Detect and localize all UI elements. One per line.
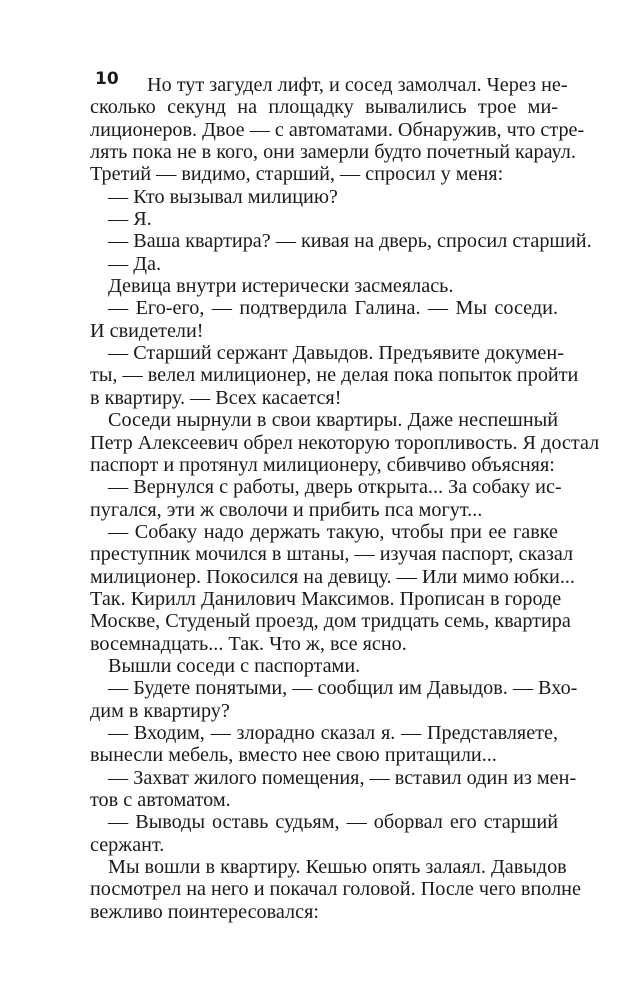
text-line: ты, — велел милиционер, не делая пока попыток пройти (90, 364, 579, 387)
text-line: вынесли мебель, вместо нее свою притащили... (90, 744, 497, 767)
text-line: дим в квартиру? (90, 699, 230, 722)
text-line: Девица внутри истерически засмеялась. (108, 275, 454, 298)
text-line: посмотрел на него и покачал головой. После чего вполне (90, 878, 581, 901)
text-line: — Да. (108, 252, 162, 275)
text-line: в квартиру. — Всех касается! (90, 386, 342, 409)
text-line: — Будете понятыми, — сообщил им Давыдов. — Вхо- (108, 677, 578, 700)
text-line: пугался, эти ж сволочи и прибить пса могут... (90, 498, 483, 521)
text-line: — Старший сержант Давыдов. Предъявите докумен- (108, 342, 564, 365)
text-line: — Выводы оставь судьям, — оборвал его старший (108, 811, 558, 834)
text-line: Петр Алексеевич обрел некоторую торопливость. Я достал (90, 431, 600, 454)
text-line: милиционер. Покосился на девицу. — Или мимо юбки... (90, 565, 575, 588)
text-line: Третий — видимо, старший, — спросил у меня: (90, 163, 504, 186)
text-line: — Я. (108, 208, 152, 231)
text-line: Но тут загудел лифт, и сосед замолчал. Через не- (147, 74, 568, 96)
text-line: тов с автоматом. (90, 789, 231, 811)
text-line: — Собаку надо держать такую, чтобы при ее гавке (108, 520, 558, 543)
text-line: — Входим, — злорадно сказал я. — Представляете, (108, 721, 558, 744)
text-line: — Вернулся с работы, дверь открыта... За собаку ис- (108, 476, 562, 499)
text-line: Соседи нырнули в свои квартиры. Даже неспешный (108, 409, 558, 432)
text-line: Так. Кирилл Данилович Максимов. Прописан в городе (90, 587, 562, 610)
text-line: лиционеров. Двое — с автоматами. Обнаружив, что стре- (90, 118, 585, 141)
text-line: сколько секунд на площадку вывалились трое ми- (90, 96, 558, 119)
text-line: — Кто вызывал милицию? (108, 185, 338, 208)
text-line: Вышли соседи с паспортами. (108, 654, 361, 677)
text-line: Мы вошли в квартиру. Кешью опять залаял. Давыдов (108, 856, 567, 879)
text-line: паспорт и протянул милиционеру, сбивчиво объясняя: (90, 453, 555, 476)
text-line: — Его-его, — подтвердила Галина. — Мы соседи. (108, 297, 558, 320)
text-line: — Ваша квартира? — кивая на дверь, спросил старший. (108, 230, 592, 253)
text-line: преступник мочился в штаны, — изучая паспорт, сказал (90, 543, 574, 566)
text-line: сержант. (90, 833, 165, 856)
text-line: восемнадцать... Так. Что ж, все ясно. (90, 632, 407, 655)
text-line: — Захват жилого помещения, — вставил один из мен- (108, 766, 577, 789)
text-line: Москве, Студеный проезд, дом тридцать семь, квартира (90, 610, 571, 633)
text-line: вежливо поинтересовался: (90, 900, 319, 923)
body-text (90, 74, 600, 923)
text-line: лять пока не в кого, они замерли будто почетный караул. (90, 141, 576, 164)
page-number: 10 (95, 69, 119, 89)
text-line: И свидетели! (90, 319, 204, 342)
